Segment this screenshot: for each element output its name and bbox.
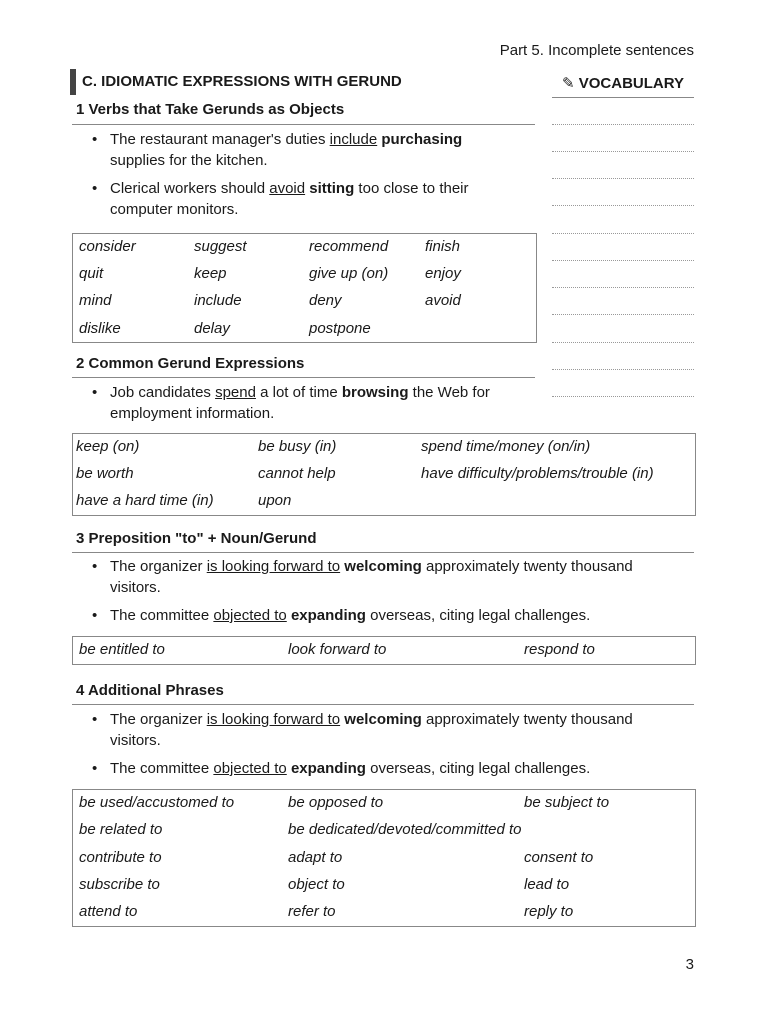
table-cell: be worth — [76, 465, 134, 482]
table-cell: have a hard time (in) — [76, 492, 214, 509]
bullet-dot: • — [92, 558, 98, 575]
underlined-term: spend — [215, 384, 256, 401]
underlined-term: is looking forward to — [206, 711, 341, 728]
table-cell: include — [194, 292, 242, 309]
sentence-text: a lot of time — [255, 384, 342, 401]
sentence-text: The committee — [110, 760, 214, 777]
sentence-text: The organizer — [110, 711, 207, 728]
gerund-term: welcoming — [344, 558, 422, 575]
table-cell: be related to — [79, 821, 163, 838]
vocabulary-line — [552, 233, 694, 234]
table-cell: be subject to — [524, 794, 610, 811]
sentence-text: employment information. — [110, 405, 275, 422]
table-cell: finish — [425, 238, 461, 255]
subsection-rule — [72, 552, 694, 553]
sentence-text: visitors. — [110, 579, 161, 596]
sentence-text: Clerical workers should — [110, 180, 270, 197]
sentence-text: visitors. — [110, 732, 161, 749]
sentence-text: supplies for the kitchen. — [110, 152, 268, 169]
table-cell: give up (on) — [309, 265, 389, 282]
sentence-text: The committee — [110, 607, 214, 624]
gerund-term: expanding — [290, 760, 366, 777]
bullet-dot: • — [92, 760, 98, 777]
sentence-text: approximately twenty thousand — [421, 558, 633, 575]
vocabulary-heading: ✎ VOCABULARY — [562, 75, 685, 92]
table-cell: be entitled to — [79, 641, 165, 658]
table-cell: mind — [79, 292, 112, 309]
section-title: C. IDIOMATIC EXPRESSIONS WITH GERUND — [82, 73, 402, 90]
sentence-text: too close to their — [354, 180, 469, 197]
vocabulary-rule — [552, 97, 694, 98]
underlined-term: is looking forward to — [206, 558, 341, 575]
table-cell: postpone — [309, 320, 371, 337]
example-sentence — [92, 709, 692, 751]
subsection-title-3: 3 Preposition "to" + Noun/Gerund — [76, 530, 317, 547]
table-cell: be busy (in) — [258, 438, 337, 455]
bullet-dot: • — [92, 384, 98, 401]
vocabulary-line — [552, 260, 694, 261]
table-cell: consent to — [524, 849, 594, 866]
gerund-term: purchasing — [381, 131, 463, 148]
subsection-title-2: 2 Common Gerund Expressions — [76, 355, 305, 372]
table-cell: upon — [258, 492, 292, 509]
running-header: Part 5. Incomplete sentences — [499, 42, 694, 59]
table-cell: consider — [79, 238, 136, 255]
table-cell: object to — [288, 876, 345, 893]
table-cell: lead to — [524, 876, 570, 893]
table-cell: be used/accustomed to — [79, 794, 235, 811]
table-cell: look forward to — [288, 641, 387, 658]
vocabulary-line — [552, 314, 694, 315]
verb-table-1 — [72, 233, 537, 343]
table-cell: contribute to — [79, 849, 162, 866]
table-cell: refer to — [288, 903, 336, 920]
subsection-title-4: 4 Additional Phrases — [76, 682, 224, 699]
vocabulary-line — [552, 342, 694, 343]
table-cell: suggest — [194, 238, 247, 255]
table-cell: enjoy — [425, 265, 461, 282]
sentence-text: the Web for — [408, 384, 490, 401]
sentence-text: computer monitors. — [110, 201, 239, 218]
underlined-term: objected to — [213, 607, 287, 624]
table-cell: subscribe to — [79, 876, 160, 893]
gerund-term: sitting — [309, 180, 355, 197]
table-cell: keep (on) — [76, 438, 140, 455]
subsection-title-1: 1 Verbs that Take Gerunds as Objects — [76, 101, 345, 118]
table-cell: reply to — [524, 903, 574, 920]
underlined-term: objected to — [213, 760, 287, 777]
bullet-dot: • — [92, 131, 98, 148]
sentence-text: The restaurant manager's duties — [110, 131, 330, 148]
vocabulary-line — [552, 178, 694, 179]
vocabulary-line — [552, 287, 694, 288]
vocabulary-line — [552, 369, 694, 370]
table-cell: deny — [309, 292, 342, 309]
table-cell: quit — [79, 265, 104, 282]
example-sentence — [92, 382, 532, 424]
table-cell: recommend — [309, 238, 389, 255]
gerund-term: welcoming — [344, 711, 422, 728]
gerund-term: expanding — [290, 607, 366, 624]
subsection-rule — [72, 704, 694, 705]
gerund-term: browsing — [341, 384, 409, 401]
vocabulary-line — [552, 151, 694, 152]
section-marker-bar — [70, 69, 76, 95]
table-cell: delay — [194, 320, 230, 337]
vocabulary-line — [552, 396, 694, 397]
sentence-text: overseas, citing legal challenges. — [365, 607, 591, 624]
subsection-rule — [72, 124, 535, 125]
underlined-term: avoid — [269, 180, 306, 197]
vocabulary-line — [552, 124, 694, 125]
sentence-text: The organizer — [110, 558, 207, 575]
table-cell: attend to — [79, 903, 138, 920]
table-cell: spend time/money (on/in) — [421, 438, 591, 455]
vocabulary-line — [552, 205, 694, 206]
example-sentence — [92, 758, 692, 779]
bullet-dot: • — [92, 607, 98, 624]
example-sentence — [92, 605, 692, 626]
table-cell: keep — [194, 265, 227, 282]
bullet-dot: • — [92, 180, 98, 197]
example-sentence — [92, 556, 692, 598]
table-cell: have difficulty/problems/trouble (in) — [421, 465, 654, 482]
underlined-term: include — [329, 131, 378, 148]
bullet-dot: • — [92, 711, 98, 728]
table-cell: dislike — [79, 320, 121, 337]
sentence-text: overseas, citing legal challenges. — [365, 760, 591, 777]
table-cell: avoid — [425, 292, 461, 309]
table-cell: adapt to — [288, 849, 343, 866]
sentence-text: approximately twenty thousand — [421, 711, 633, 728]
sentence-text: Job candidates — [110, 384, 216, 401]
subsection-rule — [72, 377, 535, 378]
example-sentence — [92, 129, 532, 171]
table-cell: be dedicated/devoted/committed to — [288, 821, 522, 838]
page-number: 3 — [685, 956, 694, 973]
table-cell: cannot help — [258, 465, 336, 482]
table-cell: respond to — [524, 641, 595, 658]
example-sentence — [92, 178, 532, 220]
table-cell: be opposed to — [288, 794, 384, 811]
